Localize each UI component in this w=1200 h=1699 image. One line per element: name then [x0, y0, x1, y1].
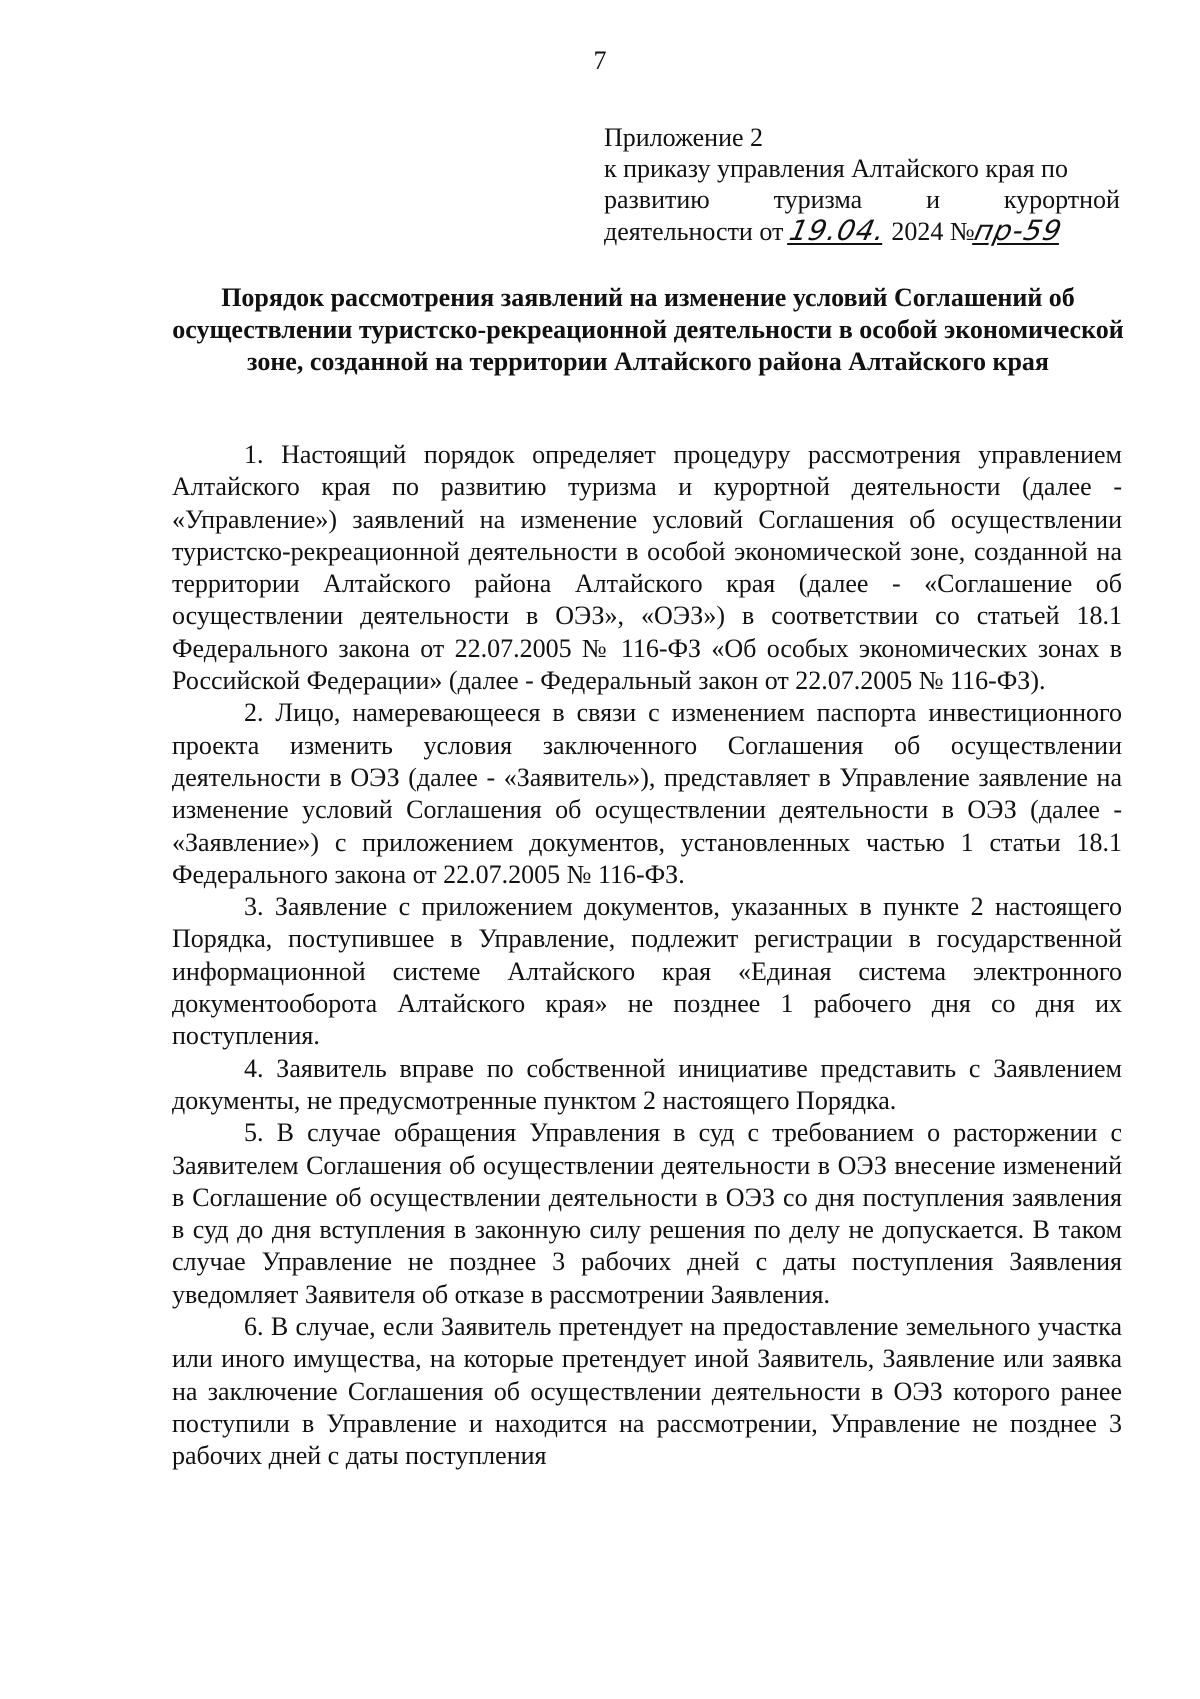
appendix-word: и	[926, 185, 940, 214]
handwritten-date: 19.04.	[786, 214, 889, 247]
appendix-word: туризма	[773, 185, 863, 214]
appendix-word: курортной	[1003, 185, 1120, 214]
appendix-word: развитию	[604, 185, 710, 214]
appendix-date-prefix: деятельности от	[604, 217, 784, 246]
paragraph-2: 2. Лицо, намеревающееся в связи с изменением паспорта инвестиционного проекта изменить условия заключенного Соглашения об осуществлении деятельности в ОЭЗ (далее - «Заявитель»), представляет в Управление заявление на изменение условий Соглашения об осуществлении деятельности в ОЭЗ (далее - «Заявление») с приложением документов, установленных частью 1 статьи 18.1 Федерального закона от 22.07.2005 № 116-ФЗ.	[172, 698, 1122, 889]
appendix-year-number: 2024 №	[891, 217, 975, 246]
paragraph-5: 5. В случае обращения Управления в суд с требованием о расторжении с Заявителем Соглашения об осуществлении деятельности в ОЭЗ внесение изменений в Соглашение об осуществлении деятельности в ОЭЗ со дня поступления заявления в суд до дня вступления в законную силу решения по делу не допускается. В таком случае Управление не позднее 3 рабочих дней с даты поступления Заявления уведомляет Заявителя об отказе в рассмотрении Заявления.	[172, 1118, 1122, 1309]
appendix-date-line	[604, 215, 1120, 247]
page-number: 7	[593, 46, 607, 75]
appendix-title: Приложение 2	[604, 123, 764, 152]
paragraph-1: 1. Настоящий порядок определяет процедуру рассмотрения управлением Алтайского края по развитию туризма и курортной деятельности (далее - «Управление») заявлений на изменение условий Соглашения об осуществлении туристско-рекреационной деятельности в особой экономической зоне, созданной на территории Алтайского района Алтайского края (далее - «Соглашение об осуществлении деятельности в ОЭЗ», «ОЭЗ») в соответствии со статьей 18.1 Федерального закона от 22.07.2005 № 116-ФЗ «Об особых экономических зонах в Российской Федерации» (далее - Федеральный закон от 22.07.2005 № 116-ФЗ).	[172, 440, 1122, 696]
document-title: Порядок рассмотрения заявлений на изменение условий Соглашений об осуществлении туристско-рекреационной деятельности в особой экономической зоне, созданной на территории Алтайского района Алтайского края	[172, 283, 1124, 376]
document-body	[172, 439, 1122, 1473]
paragraph-3: 3. Заявление с приложением документов, указанных в пункте 2 настоящего Порядка, поступившее в Управление, подлежит регистрации в государственной информационной системе Алтайского края «Единая система электронного документооборота Алтайского края» не позднее 1 рабочего дня со дня их поступления.	[172, 892, 1122, 1051]
appendix-header	[604, 122, 1120, 247]
appendix-order-reference: к приказу управления Алтайского края по	[604, 154, 1068, 183]
handwritten-order-number: пр-59	[971, 214, 1066, 247]
paragraph-4: 4. Заявитель вправе по собственной инициативе представить с Заявлением документы, не предусмотренные пунктом 2 настоящего Порядка.	[172, 1053, 1122, 1115]
appendix-department-line	[604, 184, 1120, 215]
paragraph-6: 6. В случае, если Заявитель претендует на предоставление земельного участка или иного имущества, на которые претендует иной Заявитель, Заявление или заявка на заключение Соглашения об осуществлении деятельности в ОЭЗ которого ранее поступили в Управление и находится на рассмотрении, Управление не позднее 3 рабочих дней с даты поступления	[172, 1312, 1122, 1471]
